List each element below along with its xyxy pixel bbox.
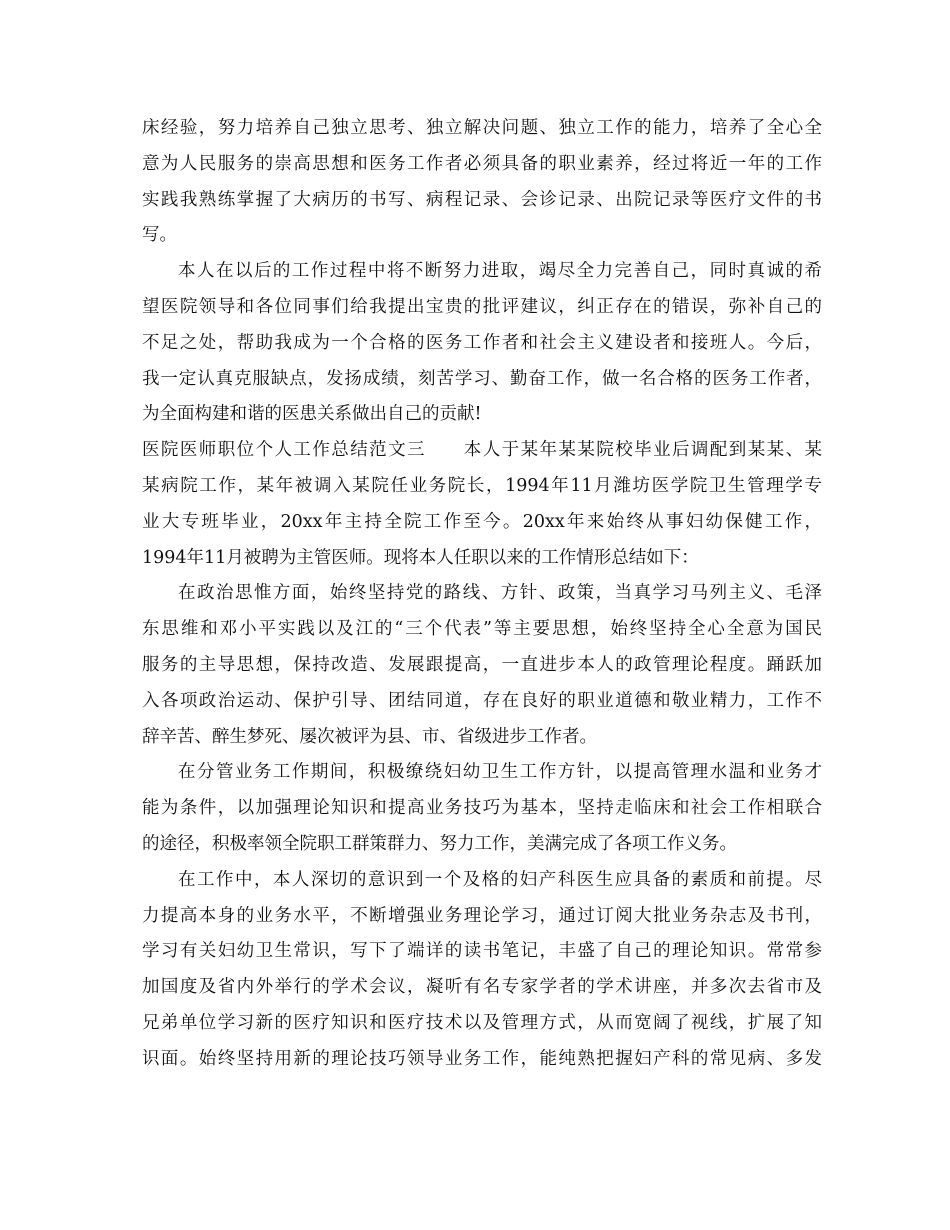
text-line: 写。 <box>142 225 177 246</box>
paragraph <box>142 863 822 1078</box>
text-line: 加国度及省内外举行的学术会议，凝听有名专家学者的学术讲座，并多次去省市及 <box>142 977 822 998</box>
paragraph <box>142 111 822 254</box>
text-line: 1994年11月被聘为主管医师。现将本人任职以来的工作情形总结如下： <box>142 547 699 568</box>
paragraph <box>142 254 822 433</box>
text-line: 的途径，积极率领全院职工群策群力、努力工作，美满完成了各项工作义务。 <box>142 833 737 854</box>
paragraph <box>142 755 822 862</box>
text-line: 识面。始终坚持用新的理论技巧领导业务工作，能纯熟把握妇产科的常见病、多发 <box>142 1048 822 1069</box>
text-line: 力提高本身的业务水平，不断增强业务理论学习，通过订阅大批业务杂志及书刊， <box>142 905 822 926</box>
text-line: 本人在以后的工作过程中将不断努力进取，竭尽全力完善自己，同时真诚的希 <box>178 261 822 282</box>
text-line: 为全面构建和谐的医患关系做出自己的贡献! <box>142 404 482 425</box>
document-body <box>142 111 822 1078</box>
text-line: 意为人民服务的崇高思想和医务工作者必须具备的职业素养，经过将近一年的工作 <box>142 153 822 174</box>
text-line: 能为条件，以加强理论知识和提高业务技巧为基本，坚持走临床和社会工作相联合 <box>142 798 822 819</box>
paragraph <box>142 433 822 576</box>
text-line: 实践我熟练掌握了大病历的书写、病程记录、会诊记录、出院记录等医疗文件的书 <box>142 189 822 210</box>
text-line: 在政治思惟方面，始终坚持党的路线、方针、政策，当真学习马列主义、毛泽 <box>178 583 822 604</box>
text-line: 东思维和邓小平实践以及江的“三个代表”等主要思想，始终坚持全心全意为国民 <box>142 619 822 640</box>
text-line: 在分管业务工作期间，积极缭绕妇幼卫生工作方针，以提高管理水温和业务才 <box>178 762 822 783</box>
text-line: 某病院工作，某年被调入某院任业务院长，1994年11月潍坊医学院卫生管理学专 <box>142 475 822 496</box>
text-line: 在工作中，本人深切的意识到一个及格的妇产科医生应具备的素质和前提。尽 <box>178 869 822 890</box>
text-line: 学习有关妇幼卫生常识，写下了端详的读书笔记，丰盛了自己的理论知识。常常参 <box>142 941 822 962</box>
text-line: 医院医师职位个人工作总结范文三 本人于某年某某院校毕业后调配到某某、某 <box>142 440 822 461</box>
paragraph <box>142 576 822 755</box>
text-line: 我一定认真克服缺点，发扬成绩，刻苦学习、勤奋工作，做一名合格的医务工作者， <box>142 368 822 389</box>
text-line: 辞辛苦、醉生梦死、屡次被评为县、市、省级进步工作者。 <box>142 726 597 747</box>
text-line: 不足之处，帮助我成为一个合格的医务工作者和社会主义建设者和接班人。今后， <box>142 332 822 353</box>
text-line: 业大专班毕业，20xx年主持全院工作至今。20xx年来始终从事妇幼保健工作， <box>142 511 822 532</box>
text-line: 望医院领导和各位同事们给我提出宝贵的批评建议，纠正存在的错误，弥补自己的 <box>142 296 822 317</box>
text-line: 入各项政治运动、保护引导、团结同道，存在良好的职业道德和敬业精力，工作不 <box>142 690 822 711</box>
text-line: 服务的主导思想，保持改造、发展跟提高，一直进步本人的政管理论程度。踊跃加 <box>142 654 822 675</box>
text-line: 兄弟单位学习新的医疗知识和医疗技术以及管理方式，从而宽阔了视线，扩展了知 <box>142 1012 822 1033</box>
text-line: 床经验，努力培养自己独立思考、独立解决问题、独立工作的能力，培养了全心全 <box>142 118 822 138</box>
